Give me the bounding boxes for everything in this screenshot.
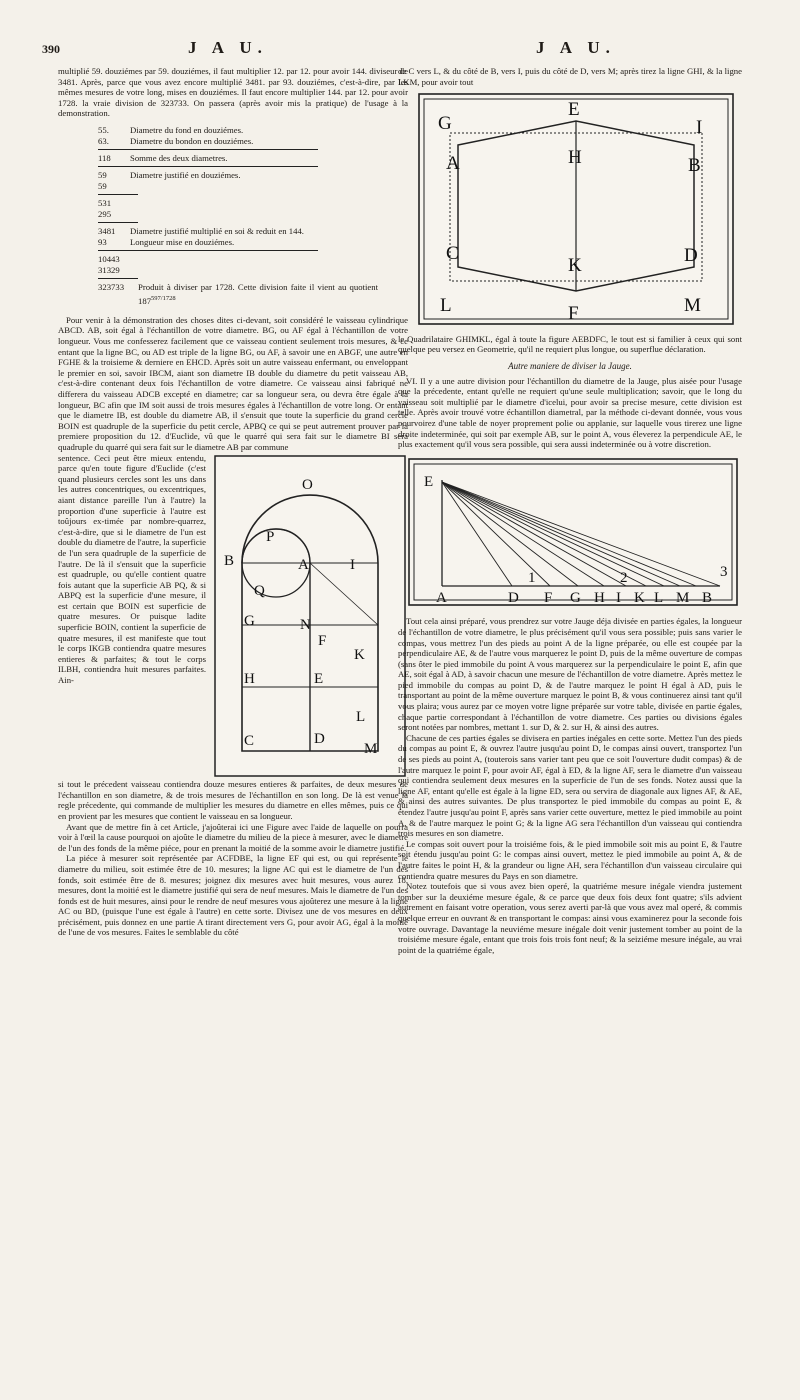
calc-value: 93 [98,236,107,247]
quadri-label-B: B [688,155,701,177]
quadri-label-I: I [696,117,703,139]
left-column [58,66,408,938]
cylinder-label-H: H [244,670,255,687]
cylinder-label-L: L [356,708,366,725]
cylinder-label-F: F [318,632,327,649]
calc-rule [98,149,318,150]
quadri-label-C: C [446,243,459,265]
quadri-label-M: M [684,295,701,317]
cylinder-label-C: C [244,732,255,749]
fan-label-A: A [436,589,447,606]
calc-fraction: 597/1728 [151,294,176,302]
calc-label: Diametre du bondon en douziémes. [130,135,254,146]
fan-label-L: L [654,589,664,606]
right-running-head: J A U. [536,38,616,57]
calc-rule [98,222,138,223]
calculation-table [98,125,408,307]
calc-rule [98,194,138,195]
calc-label: Diametre du fond en douziémes. [130,124,244,135]
calc-value: 63. [98,135,109,146]
quadri-label-D: D [684,245,698,267]
quadri-label-E: E [568,99,580,121]
paragraph-avant: Avant que de mettre fin à cet Article, j'ajoûterai ici une Figure avec l'aide de laquelle on pourra voir à l'œil la cause pourquoi on ajoûte le diametre du milieu de la piece à mesurer, avec le diametre de l'un des fonds de la même piéce, pour en prenant la moitié de la somme avoir le diametre justifié. [58,821,408,853]
cylinder-label-N: N [300,616,311,633]
cylinder-label-G: G [244,612,255,629]
fan-figure [408,458,738,606]
calc-value: 118 [98,152,111,163]
after-figure-paragraph: le Quadrilataire GHIMKL, égal à toute la figure AEBDFC, le tout est si familier à ceux qui sont quelque peu versez en Geometrie, qu'il ne requiert plus longue, ou superflue déclaration. [398,333,742,355]
calc-value: 323733 [98,281,125,292]
cylinder-label-I: I [350,556,355,573]
right-column [398,66,742,955]
paragraph-notez: Notez toutefois que si vous avez bien operé, la quatriéme mesure inégale viendra justement tomber sur la deuxiéme mesure égale, & ce parce que deux fois deux font quatre; s'ils advient autrement en faisant votre operation, vous serez averti par-là que vous avez mal operé, & commis quelque erreur en ouvrant & en transportant le compas: ainsi vous examinerez pour la seconde fois votre ouvrage. Davantage la neuviéme mesure inégale doit venir justement tomber au point de la troisiéme mesure égale, entant que trois fois trois font neuf; & la seiziéme mesure inégale, au vrai point de la quatriéme égale, [398,881,742,955]
figure-wrap-area [58,453,408,780]
calc-value: 31329 [98,264,120,275]
fan-label-G: G [570,589,581,606]
fan-label-B: B [702,589,713,606]
calc-label: Longueur mise en douziémes. [130,236,235,247]
opening-paragraph: multiplié 59. douziémes par 59. douziémes, il faut multiplier 12. par 12. pour avoir 144. diviseur de 3481. Après, parce que vous avez encore multiplié 3481. par 93. douziémes, c'est-à-dire, par les mêmes mesures de votre long, mises en douziémes. Il faut encore multiplier 144. par 12. pour avoir 1728. la vraie division de 323733. On passera (après avoir mis la pratique) de l'usage à la demonstration. [58,66,408,119]
quadri-label-A: A [446,153,460,175]
wrapped-text: sentence. Ceci peut être mieux entendu, parce qu'en toute figure d'Euclide (c'est quand plusieurs cercles sont les uns dans les autres concentriques, ou excentriques, aiant distance pareille l'un à l'autre) la proportion d'une superficie à l'autre est toûjours ex-timée par nombre-quarrez, c'est-à-dire, que si le diametre de l'un est double du diametre de l'autre, la superficie de l'un sera quadruple de la superficie de l'autre. De là il s'ensuit que la superficie est quadruple, ou qu'elle contient quatre fois autant que la superficie AB PQ, & si ABPQ est la superficie d'une mesure, il est certain que BOIN est superficie de quatre mesures. Or puisque ladite superficie BOIN, contient la superficie de quatre mesures, il est manifeste que tout le corps IKGB contiendra quatre mesures entieres & parfaites; & tout le corps ILBH, contiendra huit mesures parfaites. Ain- [58,452,206,686]
calc-label: Somme des deux diametres. [130,152,228,163]
calc-value: 10443 [98,253,120,264]
quadri-label-F: F [568,303,579,325]
page-number: 390 [42,42,60,56]
left-running-head: J A U. [188,38,268,57]
paragraph-compas: Le compas soit ouvert pour la troisiéme fois, & le pied immobile soit mis au point E, & l'autre soit étendu jusqu'au point G: le compas ainsi ouvert, mettez le pied immobile au point A, & de l'autre faites le point H, & la grandeur ou ligne AH, sera l'échantillon d'un vaisseau circulaire qui contiendra quatre mesures du Pays en son diametre. [398,838,742,881]
calc-label: Produit à diviser par 1728. Cette division faite il vient au quotient $187^{597/1728}$ [138,281,378,306]
fan-label-H: H [594,589,605,606]
quadri-label-G: G [438,113,452,135]
fan-label-I: I [616,589,621,606]
fan-label-F: F [544,589,553,606]
cylinder-label-A: A [298,556,309,573]
calc-rule [98,166,318,167]
fan-label-D: D [508,589,519,606]
demonstration-paragraph: Pour venir à la démonstration des choses dites ci-devant, soit considéré le vaisseau cylindrique ABCD. AB, soit égal à l'échantillon de votre diametre. BG, ou AF égal à l'échantillon de votre longueur. Vous me confesserez facilement que ce vaisseau contient seulement trois mesures, & ce entant que la ligne BC, ou AD est triple de la ligne BG, ou AF, à savoir une en ABGF, une autre en FGHE & la troisieme & derniere en EHCD. Après soit un autre vaisseau enfermant, ou enveloppant le premier en soi, savoir IBCM, aiant son diametre IB double du diametre du petit vaisseau AB, c'est-à-dire contenant deux fois l'échantillon de votre diametre. Ce vaisseau ainsi fabriqué ne differera du vaisseau ADCB excepté en diametre; car sa longueur sera, ou devra être égale à la longueur, BC afin que IM soit aussi de trois mesures égales à l'échantillon de votre long. Or entant que le diametre IB, est double du diametre AB, il s'ensuit que toute la superficie du grand cercle BOIN est quadruple de la superficie du petit cercle, APBQ ce qui se peut autrement prouver par la premiere proposition du 12. d'Euclide, vû que le quarré qui sera fait sur le diametre BI sera quadruple du quarré qui sera fait sur le diametre AB par commune [58,314,408,452]
cylinder-label-O: O [302,476,313,493]
fan-label-K: K [634,589,645,606]
quadrilateral-figure [418,93,734,325]
cylinder-label-E: E [314,670,324,687]
paragraph-vi: VI. Il y a une autre division pour l'échantillon du diametre de la Jauge, plus aisée pour l'usage que la précedente, entant qu'elle ne requiert qu'une seule multiplication; savoir, que le long du vaisseau soit multiplié par le diametre d'icelui, pour avoir sa precise mesure, cette division est telle. Après avoir trouvé votre échantillon diametral, par la méthode ci-devant donnée, vous vous pourvoirez d'une table de noyer proprement polie ou applanie, sur laquelle vous tirerez une ligne droite indeterminée, qui soit par exemple AB, sur le point A, vous éleverez la perpendicule AE, le plus exactement qu'il vous sera possible, qui sera aussi indeterminée ou à votre discretion. [398,375,742,450]
paragraph-after-figure: si tout le précedent vaisseau contiendra douze mesures entieres & parfaites, de deux mesures de l'échantillon en son diametre, & de trois mesures de l'échantillon en son long. De là est venue la regle précedente, qui commande de multiplier les mesures du diametre en elles mêmes, puis ce qui en provient par les mesures que contient le vaisseau en sa longueur. [58,779,408,821]
cylinder-figure [214,455,406,777]
cylinder-label-Q: Q [254,582,265,599]
paragraph-piece: La piéce à mesurer soit représentée par ACFDBE, la ligne EF qui est, ou qui représente le diametre du milieu, soit estimée être de 10. mesures; la ligne AC qui est le diametre de l'un des fonds, soit estimée être de 8. mesures; joignez dix mesures avec huit mesures, vous aurez 18. mesures, dont la moitié est le diametre justifié qui sera de neuf mesures. Mais le diametre de l'un des fonds est de huit mesures, ainsi pour le rendre de neuf mesures vous ajoûterez une mesure à la ligne AC ou BD, (puisque l'une est égale à l'autre) en cette sorte. Divisez une de vos mesures en deux précisément, puis donnez en une partie A tirant directement vers G, pour avoir AG, égal à la moitié de l'une de vos mesures. Faites le semblable du côté [58,853,408,938]
section-heading: Autre maniere de diviser la Jauge. [508,360,632,371]
paragraph-tout: Tout cela ainsi préparé, vous prendrez sur votre Jauge déja divisée en parties égales, la longueur de l'échantillon de votre diametre, le plus précisément qu'il vous sera possible; puis sans varier le compas, vous mettrez l'un des pieds au point A de la ligne préparée, ou elle est coupée par la perpendiculaire AE, & de l'autre vous marquerez le point D, puis de la même ouverture de compas (sans ôter le pied immobile du point A vous marquerez sur la perpendiculaire le point E, afin que AE, soit égal à AD, à savoir chacun une mesure de l'échantillon de votre diametre. Après mettez le pied immobile du compas au point D, & de l'autre marquez le point H égal à AD, puis le transportant au point de la même ouverture marquez le point B, & vous continuerez ainsi tant qu'il vous plaira; vous aurez par ce moyen votre ligne préparée sur votre table, divisée en partie égales, chaque partie correspondant à l'échantillon de votre diametre. Ces parties ou divisions égales seront notées par nombres, mettant 1. sur D, & 2. sur H, & ainsi des autres. [398,616,742,733]
calc-label: Diametre justifié multiplié en soi & reduit en 144. [130,225,304,236]
cylinder-label-M: M [364,740,378,757]
calc-value: 59 [98,169,107,180]
calc-value: 59 [98,180,107,191]
fan-label-1: 1 [528,569,536,586]
paragraph-chacune: Chacune de ces parties égales se divisera en parties inégales en cette sorte. Mettez l'un des pieds du compas au point E, & ouvrez l'autre jusqu'au point D, le compas ainsi ouvert, transportez l'un de ses pieds au point A, (touterois sans varier tant peu que ce soit l'ouverture dudit compas) & de l'autre marquez le point F, pour avoir AF, égal à ED, & la ligne AF, sera le diametre d'un vaisseau qui contiendra seulement deux mesures en la superficie de l'un de ses fonds. Notez aussi que la ligne AF, entant qu'elle est égale à la ligne ED, sera ou servira de diagonale aux lignes AF, & AE, & ainsi des autres suivantes. De plus transportez le pied immobile du compas au point E, & étendez l'autre jusqu'au point F, après sans varier cette ouverture, mettez le pied immobile au point A, & de l'autre marquez le point G; & la ligne AG sera l'échantillon d'un vaisseau qui contiendra trois mesures en son diametre. [398,732,742,839]
quadri-label-L: L [440,295,452,317]
right-opening: de C vers L, & du côté de B, vers I, puis du côté de D, vers M; après tirez la ligne GHI, & la ligne LKM, pour avoir tout [398,66,742,87]
cylinder-label-B: B [224,552,235,569]
quadri-label-K: K [568,255,582,277]
cylinder-label-K: K [354,646,365,663]
calc-rule [98,250,318,251]
calc-value: 3481 [98,225,116,236]
calc-value: 531 [98,197,112,208]
calc-value: 295 [98,208,112,219]
calc-label: Diametre justifié en douziémes. [130,169,241,180]
fan-label-2: 2 [620,569,628,586]
fan-label-M: M [676,589,690,606]
cylinder-label-D: D [314,730,325,747]
calc-value: 55. [98,124,109,135]
cylinder-label-P: P [266,528,275,545]
quadri-label-H: H [568,147,582,169]
calc-rule [98,278,138,279]
fan-label-3: 3 [720,563,728,580]
fan-label-E: E [424,473,434,490]
